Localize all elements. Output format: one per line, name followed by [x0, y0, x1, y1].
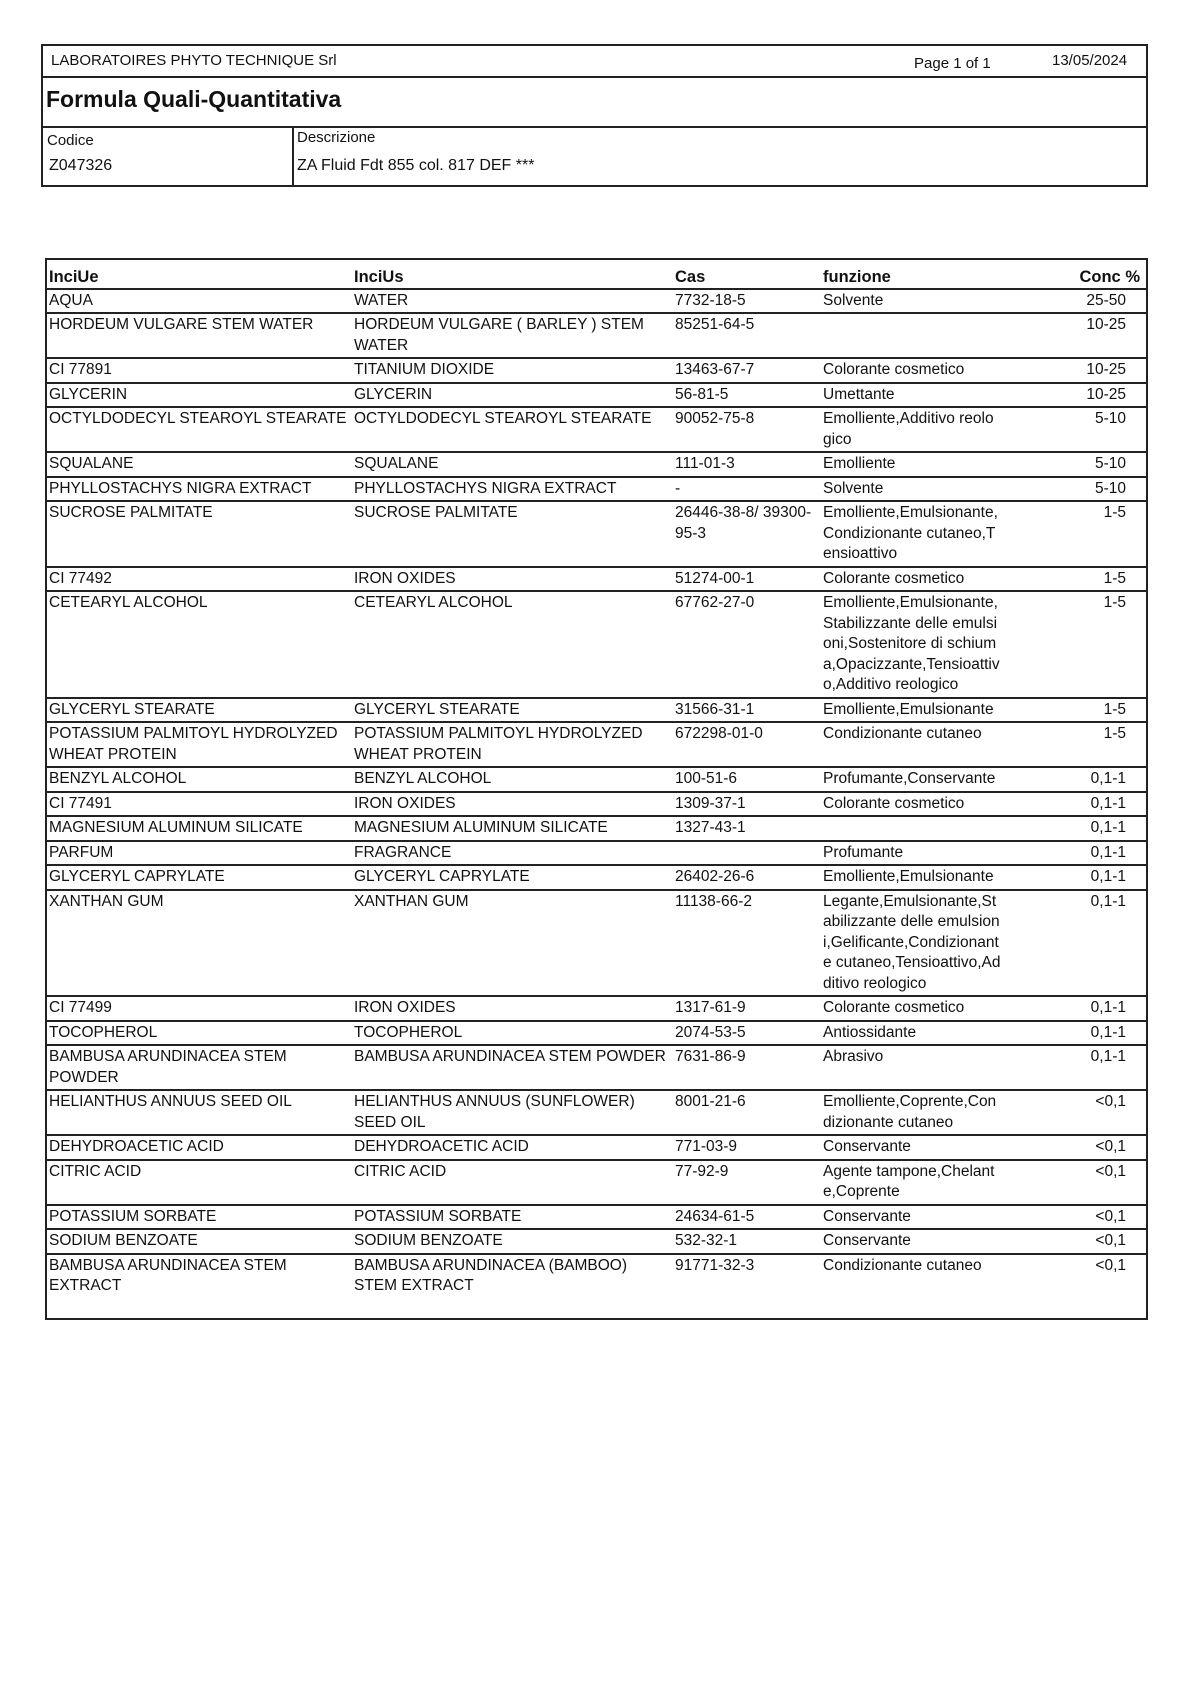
- cell-cas: 1317-61-9: [675, 999, 746, 1016]
- cell-inci-ue: BENZYL ALCOHOL: [49, 770, 187, 787]
- cell-funzione: Colorante cosmetico: [823, 361, 965, 378]
- table-row: [47, 1205, 1146, 1230]
- cell-funzione: Emolliente,Emulsionante: [823, 700, 994, 718]
- table-row: [47, 1229, 1146, 1254]
- cell-inci-ue: DEHYDROACETIC ACID: [49, 1138, 224, 1155]
- column-header-inci-ue: InciUe: [49, 268, 99, 286]
- table-row: [47, 841, 1146, 866]
- cell-inci-ue: SUCROSE PALMITATE: [49, 504, 213, 521]
- description-label: Descrizione: [297, 129, 376, 146]
- cell-inci-us: MAGNESIUM ALUMINUM SILICATE: [354, 819, 608, 836]
- cell-funzione: Profumante,Conservante: [823, 770, 996, 787]
- company-name: LABORATOIRES PHYTO TECHNIQUE Srl: [51, 52, 337, 69]
- cell-cas: 24634-61-5: [675, 1207, 755, 1225]
- cell-conc: 5-10: [1094, 410, 1126, 427]
- cell-inci-ue: CETEARYL ALCOHOL: [49, 594, 208, 611]
- cell-inci-us: HELIANTHUS ANNUUS (SUNFLOWER) SEED OIL: [354, 1093, 635, 1131]
- cell-inci-us: GLYCERYL CAPRYLATE: [354, 868, 530, 885]
- cell-inci-us: IRON OXIDES: [354, 569, 456, 587]
- cell-cas: 532-32-1: [675, 1232, 738, 1249]
- cell-conc: 1-5: [1103, 700, 1126, 718]
- cell-conc: 0,1-1: [1090, 1023, 1126, 1041]
- cell-cas: 672298-01-0: [675, 725, 763, 742]
- cell-funzione: Colorante cosmetico: [823, 794, 965, 812]
- cell-conc: 1-5: [1103, 569, 1126, 587]
- cell-inci-us: IRON OXIDES: [354, 794, 456, 812]
- cell-inci-ue: PHYLLOSTACHYS NIGRA EXTRACT: [49, 479, 312, 497]
- cell-funzione: Solvente: [823, 479, 884, 497]
- cell-conc: 0,1-1: [1090, 999, 1126, 1016]
- cell-inci-us: GLYCERYL STEARATE: [354, 700, 520, 718]
- cell-inci-us: SUCROSE PALMITATE: [354, 504, 518, 521]
- cell-conc: 10-25: [1086, 316, 1126, 333]
- cell-cas: 85251-64-5: [675, 316, 755, 333]
- table-row: [47, 816, 1146, 841]
- cell-conc: 0,1-1: [1090, 868, 1126, 885]
- cell-funzione: Emolliente,Emulsionante: [823, 868, 994, 885]
- cell-funzione: Solvente: [823, 291, 884, 309]
- table-row: [47, 1135, 1146, 1160]
- header-top-row: [43, 46, 1146, 78]
- cell-funzione: Emolliente: [823, 455, 896, 472]
- cell-inci-us: BENZYL ALCOHOL: [354, 770, 492, 787]
- ingredients-table: [47, 260, 1146, 1318]
- table-row: [47, 767, 1146, 792]
- header-code-row: [43, 126, 1146, 185]
- cell-funzione: Condizionante cutaneo: [823, 1256, 982, 1274]
- cell-funzione: Conservante: [823, 1138, 911, 1155]
- column-header-funzione: funzione: [823, 268, 891, 286]
- cell-funzione: Umettante: [823, 385, 895, 403]
- cell-conc: <0,1: [1095, 1207, 1126, 1225]
- cell-conc: 5-10: [1094, 455, 1126, 472]
- cell-inci-us: FRAGRANCE: [354, 843, 452, 861]
- cell-cas: 771-03-9: [675, 1138, 738, 1155]
- cell-conc: 1-5: [1103, 725, 1126, 742]
- cell-funzione: Emolliente,Emulsionante, Stabilizzante delle emulsioni,Sostenitore di schiuma,Opacizzante,Tensioattivo,Additivo reologico: [823, 594, 1000, 693]
- cell-funzione: Condizionante cutaneo: [823, 725, 982, 742]
- table-row: [47, 591, 1146, 698]
- document-date: 13/05/2024: [1052, 52, 1128, 69]
- cell-funzione: Colorante cosmetico: [823, 569, 965, 587]
- column-header-conc: Conc %: [1079, 268, 1140, 286]
- cell-inci-ue: PARFUM: [49, 843, 114, 861]
- cell-conc: 0,1-1: [1090, 892, 1126, 910]
- page-title: Formula Quali-Quantitativa: [46, 86, 342, 112]
- cell-conc: 10-25: [1086, 361, 1126, 378]
- column-header-inci-us: InciUs: [354, 268, 404, 286]
- cell-cas: [672, 841, 820, 866]
- cell-cas: 1327-43-1: [675, 819, 746, 836]
- cell-cas: 31566-31-1: [675, 700, 755, 718]
- cell-inci-ue: SODIUM BENZOATE: [49, 1232, 198, 1249]
- cell-inci-ue: AQUA: [49, 291, 93, 309]
- cell-inci-us: TITANIUM DIOXIDE: [354, 361, 495, 378]
- cell-funzione: Antiossidante: [823, 1023, 917, 1041]
- cell-cas: -: [675, 479, 681, 497]
- cell-funzione: Agente tampone,Chelante,Coprente: [823, 1162, 995, 1200]
- cell-conc: 0,1-1: [1090, 794, 1126, 812]
- cell-inci-us: CITRIC ACID: [354, 1162, 447, 1180]
- cell-inci-ue: HELIANTHUS ANNUUS SEED OIL: [49, 1093, 292, 1110]
- cell-cas: 90052-75-8: [675, 410, 755, 427]
- cell-cas: 67762-27-0: [675, 594, 755, 611]
- cell-funzione: Legante,Emulsionante,Stabilizzante delle emulsioni,Gelificante,Condizionante cutaneo,Tensioattivo,Additivo reologico: [823, 892, 1001, 992]
- table-row: [47, 407, 1146, 452]
- cell-inci-ue: CI 77891: [49, 361, 112, 378]
- cell-funzione: Profumante: [823, 843, 904, 861]
- header-divider: [292, 126, 294, 185]
- table-row: [47, 1254, 1146, 1318]
- cell-cas: 56-81-5: [675, 385, 729, 403]
- cell-cas: 26402-26-6: [675, 868, 755, 885]
- table-row: [47, 1021, 1146, 1046]
- cell-cas: 26446-38-8/ 39300-95-3: [675, 504, 812, 542]
- column-header-cas: Cas: [675, 268, 706, 286]
- cell-cas: 51274-00-1: [675, 569, 755, 587]
- cell-inci-ue: BAMBUSA ARUNDINACEA STEM POWDER: [49, 1048, 287, 1086]
- cell-conc: <0,1: [1095, 1138, 1126, 1155]
- cell-inci-ue: POTASSIUM SORBATE: [49, 1207, 217, 1225]
- cell-inci-ue: POTASSIUM PALMITOYL HYDROLYZED WHEAT PROTEIN: [49, 725, 338, 763]
- table-row: [47, 722, 1146, 767]
- cell-cas: 8001-21-6: [675, 1093, 746, 1110]
- table-row: [47, 358, 1146, 383]
- cell-funzione: Colorante cosmetico: [823, 999, 965, 1016]
- table-row: [47, 1160, 1146, 1205]
- cell-inci-ue: OCTYLDODECYL STEAROYL STEARATE: [49, 410, 347, 427]
- cell-conc: 1-5: [1103, 594, 1126, 611]
- cell-inci-us: DEHYDROACETIC ACID: [354, 1138, 529, 1155]
- cell-inci-ue: CITRIC ACID: [49, 1162, 142, 1180]
- table-row: [47, 865, 1146, 890]
- cell-funzione: Conservante: [823, 1207, 911, 1225]
- code-label: Codice: [47, 132, 94, 149]
- cell-funzione: Emolliente,Emulsionante, Condizionante cutaneo,Tensioattivo: [823, 504, 998, 562]
- cell-conc: 0,1-1: [1090, 843, 1126, 861]
- cell-funzione: Emolliente,Coprente,Condizionante cutaneo: [823, 1093, 997, 1131]
- ingredients-table-container: [45, 258, 1148, 1320]
- table-row: [47, 996, 1146, 1021]
- cell-conc: <0,1: [1095, 1256, 1126, 1274]
- cell-conc: 5-10: [1094, 479, 1126, 497]
- cell-funzione: [820, 816, 1010, 841]
- cell-inci-us: WATER: [354, 291, 409, 309]
- table-header-row: [47, 260, 1146, 289]
- cell-cas: 7631-86-9: [675, 1048, 746, 1065]
- table-row: [47, 452, 1146, 477]
- cell-conc: 0,1-1: [1090, 770, 1126, 787]
- code-value: Z047326: [49, 157, 113, 174]
- cell-inci-ue: CI 77492: [49, 569, 112, 587]
- table-row: [47, 477, 1146, 502]
- cell-conc: 0,1-1: [1090, 819, 1126, 836]
- table-row: [47, 1045, 1146, 1090]
- cell-cas: 77-92-9: [675, 1162, 729, 1180]
- table-row: [47, 289, 1146, 314]
- header-title-row: [43, 76, 1146, 128]
- cell-inci-us: POTASSIUM PALMITOYL HYDROLYZED WHEAT PROTEIN: [354, 725, 643, 763]
- cell-inci-ue: GLYCERYL CAPRYLATE: [49, 868, 225, 885]
- cell-funzione: [820, 313, 1010, 358]
- table-row: [47, 383, 1146, 408]
- table-row: [47, 890, 1146, 997]
- cell-inci-us: OCTYLDODECYL STEAROYL STEARATE: [354, 410, 652, 427]
- cell-inci-ue: HORDEUM VULGARE STEM WATER: [49, 316, 314, 333]
- cell-inci-ue: GLYCERYL STEARATE: [49, 700, 215, 718]
- cell-funzione: Emolliente,Additivo reologico: [823, 410, 994, 448]
- cell-inci-us: BAMBUSA ARUNDINACEA (BAMBOO) STEM EXTRACT: [354, 1256, 628, 1294]
- cell-conc: 0,1-1: [1090, 1048, 1126, 1065]
- cell-inci-ue: TOCOPHEROL: [49, 1023, 158, 1041]
- cell-conc: 25-50: [1086, 291, 1126, 309]
- cell-funzione: Conservante: [823, 1232, 911, 1249]
- table-row: [47, 313, 1146, 358]
- cell-cas: 2074-53-5: [675, 1023, 746, 1041]
- cell-inci-us: XANTHAN GUM: [354, 892, 469, 910]
- cell-conc: <0,1: [1095, 1232, 1126, 1249]
- cell-conc: 1-5: [1103, 504, 1126, 521]
- cell-inci-us: IRON OXIDES: [354, 999, 456, 1016]
- cell-inci-ue: CI 77499: [49, 999, 112, 1016]
- cell-conc: 10-25: [1086, 385, 1126, 403]
- cell-conc: <0,1: [1095, 1162, 1126, 1180]
- cell-inci-us: TOCOPHEROL: [354, 1023, 463, 1041]
- cell-cas: 111-01-3: [675, 455, 735, 472]
- cell-cas: 13463-67-7: [675, 361, 755, 378]
- cell-inci-us: SQUALANE: [354, 455, 439, 472]
- table-row: [47, 501, 1146, 567]
- table-row: [47, 698, 1146, 723]
- document-header: [41, 44, 1148, 187]
- description-value: ZA Fluid Fdt 855 col. 817 DEF ***: [297, 157, 535, 174]
- table-row: [47, 567, 1146, 592]
- cell-cas: 100-51-6: [675, 770, 738, 787]
- table-row: [47, 792, 1146, 817]
- cell-inci-us: POTASSIUM SORBATE: [354, 1207, 522, 1225]
- page-indicator: Page 1 of 1: [914, 55, 991, 72]
- cell-cas: 1309-37-1: [675, 794, 746, 812]
- cell-funzione: Abrasivo: [823, 1048, 884, 1065]
- cell-inci-us: HORDEUM VULGARE ( BARLEY ) STEM WATER: [354, 316, 644, 354]
- cell-conc: <0,1: [1095, 1093, 1126, 1110]
- cell-inci-us: GLYCERIN: [354, 385, 433, 403]
- cell-inci-us: SODIUM BENZOATE: [354, 1232, 503, 1249]
- cell-cas: 11138-66-2: [675, 892, 752, 910]
- cell-cas: 91771-32-3: [675, 1256, 755, 1274]
- cell-inci-ue: GLYCERIN: [49, 385, 128, 403]
- cell-inci-ue: SQUALANE: [49, 455, 134, 472]
- cell-inci-ue: MAGNESIUM ALUMINUM SILICATE: [49, 819, 303, 836]
- cell-inci-us: PHYLLOSTACHYS NIGRA EXTRACT: [354, 479, 617, 497]
- cell-inci-ue: CI 77491: [49, 794, 112, 812]
- cell-inci-us: BAMBUSA ARUNDINACEA STEM POWDER: [354, 1048, 666, 1065]
- cell-inci-us: CETEARYL ALCOHOL: [354, 594, 513, 611]
- cell-inci-ue: XANTHAN GUM: [49, 892, 164, 910]
- cell-inci-ue: BAMBUSA ARUNDINACEA STEM EXTRACT: [49, 1256, 287, 1294]
- table-row: [47, 1090, 1146, 1135]
- cell-cas: 7732-18-5: [675, 291, 746, 309]
